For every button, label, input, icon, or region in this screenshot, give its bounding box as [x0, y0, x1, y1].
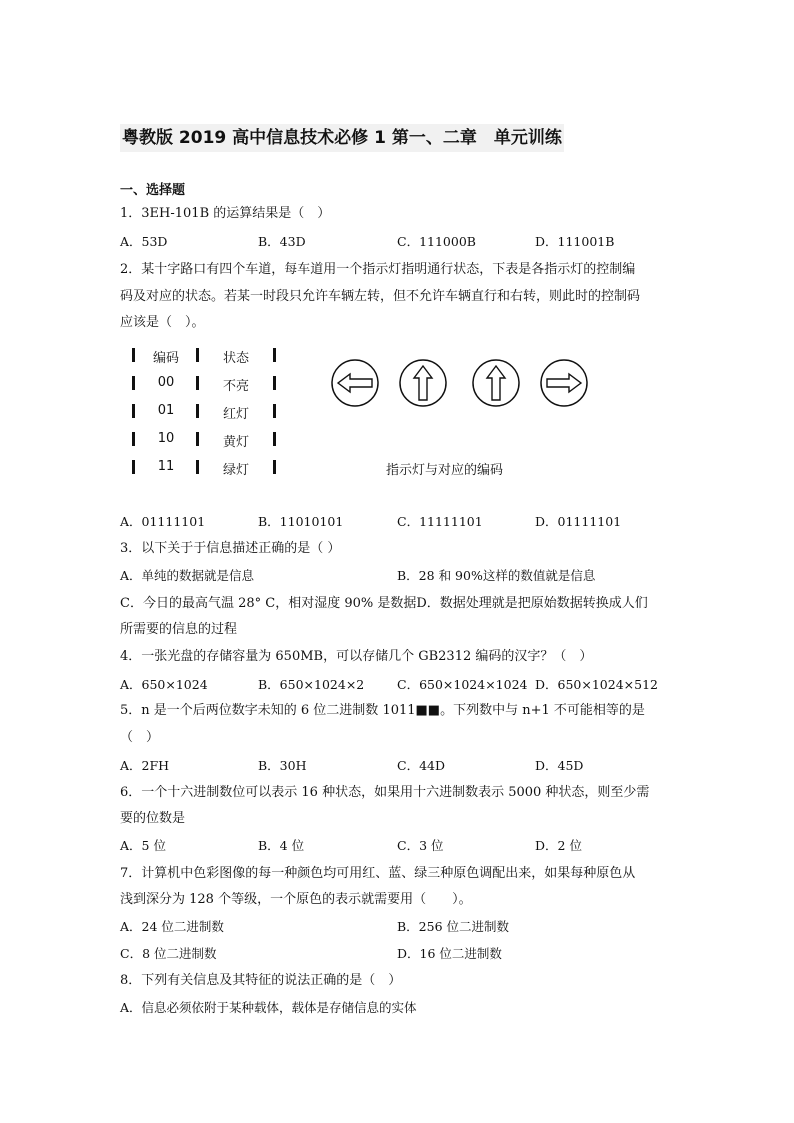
question-7-stem-line-1: 7．计算机中色彩图像的每一种颜色均可用红、蓝、绿三种原色调配出来，如果每种原色从 — [120, 866, 636, 881]
question-2-stem-line-2: 码及对应的状态。若某一时段只允许车辆左转，但不允许车辆直行和右转，则此时的控制码 — [120, 289, 641, 304]
question-7-option-b: B．256 位二进制数 — [397, 919, 510, 934]
question-6-option-c: C．3 位 — [397, 838, 444, 853]
question-6-option-a: A．5 位 — [120, 838, 166, 853]
question-6-stem-line-1: 6．一个十六进制数位可以表示 16 种状态，如果用十六进制数表示 5000 种状态，则至少需 — [120, 785, 650, 800]
table-cell-state: 黄灯 — [222, 435, 249, 450]
question-4-option-c: C．650×1024×1024 — [397, 677, 528, 692]
question-4-option-a: A．650×1024 — [120, 677, 208, 692]
question-2-stem-line-3: 应该是（ ）。 — [120, 315, 205, 330]
table-cell-state: 不亮 — [222, 379, 249, 394]
question-8-stem: 8．下列有关信息及其特征的说法正确的是（ ） — [120, 973, 402, 988]
question-4-stem: 4．一张光盘的存储容量为 650MB，可以存储几个 GB2312 编码的汉字？（ ） — [120, 649, 593, 664]
question-2-stem-line-1: 2．某十字路口有四个车道，每车道用一个指示灯指明通行状态，下表是各指示灯的控制编 — [120, 262, 636, 277]
question-6-option-b: B．4 位 — [258, 838, 305, 853]
up-arrow-light-icon — [473, 360, 519, 406]
table-header-code: 编码 — [152, 351, 179, 366]
question-7-option-a: A．24 位二进制数 — [120, 919, 224, 934]
question-4-option-b: B．650×1024×2 — [258, 677, 365, 692]
question-3-option-c-line-2: 所需要的信息的过程 — [120, 622, 238, 637]
right-arrow-light-icon — [541, 360, 587, 406]
up-arrow-light-icon — [400, 360, 446, 406]
question-6-stem-line-2: 要的位数是 — [120, 811, 186, 826]
question-5-option-c: C．44D — [397, 758, 445, 773]
figure-caption: 指示灯与对应的编码 — [386, 463, 504, 478]
question-5-stem-line-1: 5．n 是一个后两位数字未知的 6 位二进制数 1011■■。下列数中与 n+1 不可能相等的是 — [120, 703, 645, 718]
question-4-option-d: D．650×1024×512 — [535, 677, 658, 692]
question-7-option-d: D．16 位二进制数 — [397, 946, 502, 961]
table-cell-code: 10 — [157, 431, 175, 446]
question-7-stem-line-2: 浅到深分为 128 个等级，一个原色的表示就需要用（ ）。 — [120, 892, 472, 907]
question-3-option-c-line-1: C．今日的最高气温 28° C，相对湿度 90% 是数据D．数据处理就是把原始数据转换成人们 — [120, 596, 648, 611]
question-2-option-b: B．11010101 — [258, 514, 344, 529]
question-1-stem: 1．3EH-101B 的运算结果是（ ） — [120, 206, 331, 221]
question-5-option-d: D．45D — [535, 758, 584, 773]
question-2-option-a: A．01111101 — [120, 514, 206, 529]
table-cell-state: 绿灯 — [222, 463, 249, 478]
question-3-stem: 3．以下关于于信息描述正确的是（ ） — [120, 541, 341, 556]
table-cell-code: 00 — [157, 375, 175, 390]
question-8-option-a: A．信息必须依附于某种载体，载体是存储信息的实体 — [120, 1000, 417, 1015]
question-7-option-c: C．8 位二进制数 — [120, 946, 217, 961]
question-6-option-d: D．2 位 — [535, 838, 582, 853]
document-title: 粤教版 2019 高中信息技术必修 1 第一、二章 单元训练 — [120, 124, 564, 152]
question-1-option-d: D．111001B — [535, 234, 615, 249]
question-1-option-c: C．111000B — [397, 234, 476, 249]
table-cell-state: 红灯 — [222, 407, 249, 422]
question-3-option-b: B．28 和 90%这样的数值就是信息 — [397, 568, 596, 583]
traffic-lights-figure — [330, 356, 590, 416]
section-heading: 一、选择题 — [120, 183, 186, 198]
code-state-table — [128, 345, 288, 480]
table-cell-code: 11 — [157, 459, 175, 474]
left-arrow-light-icon — [332, 360, 378, 406]
question-5-stem-line-2: （ ） — [120, 730, 160, 745]
question-1-option-a: A．53D — [120, 234, 168, 249]
question-3-option-a: A．单纯的数据就是信息 — [120, 568, 255, 583]
question-5-option-b: B．30H — [258, 758, 307, 773]
question-2-option-c: C．11111101 — [397, 514, 483, 529]
question-1-option-b: B．43D — [258, 234, 306, 249]
table-cell-code: 01 — [157, 403, 175, 418]
question-5-option-a: A．2FH — [120, 758, 170, 773]
table-header-state: 状态 — [222, 351, 249, 366]
question-2-option-d: D．01111101 — [535, 514, 622, 529]
